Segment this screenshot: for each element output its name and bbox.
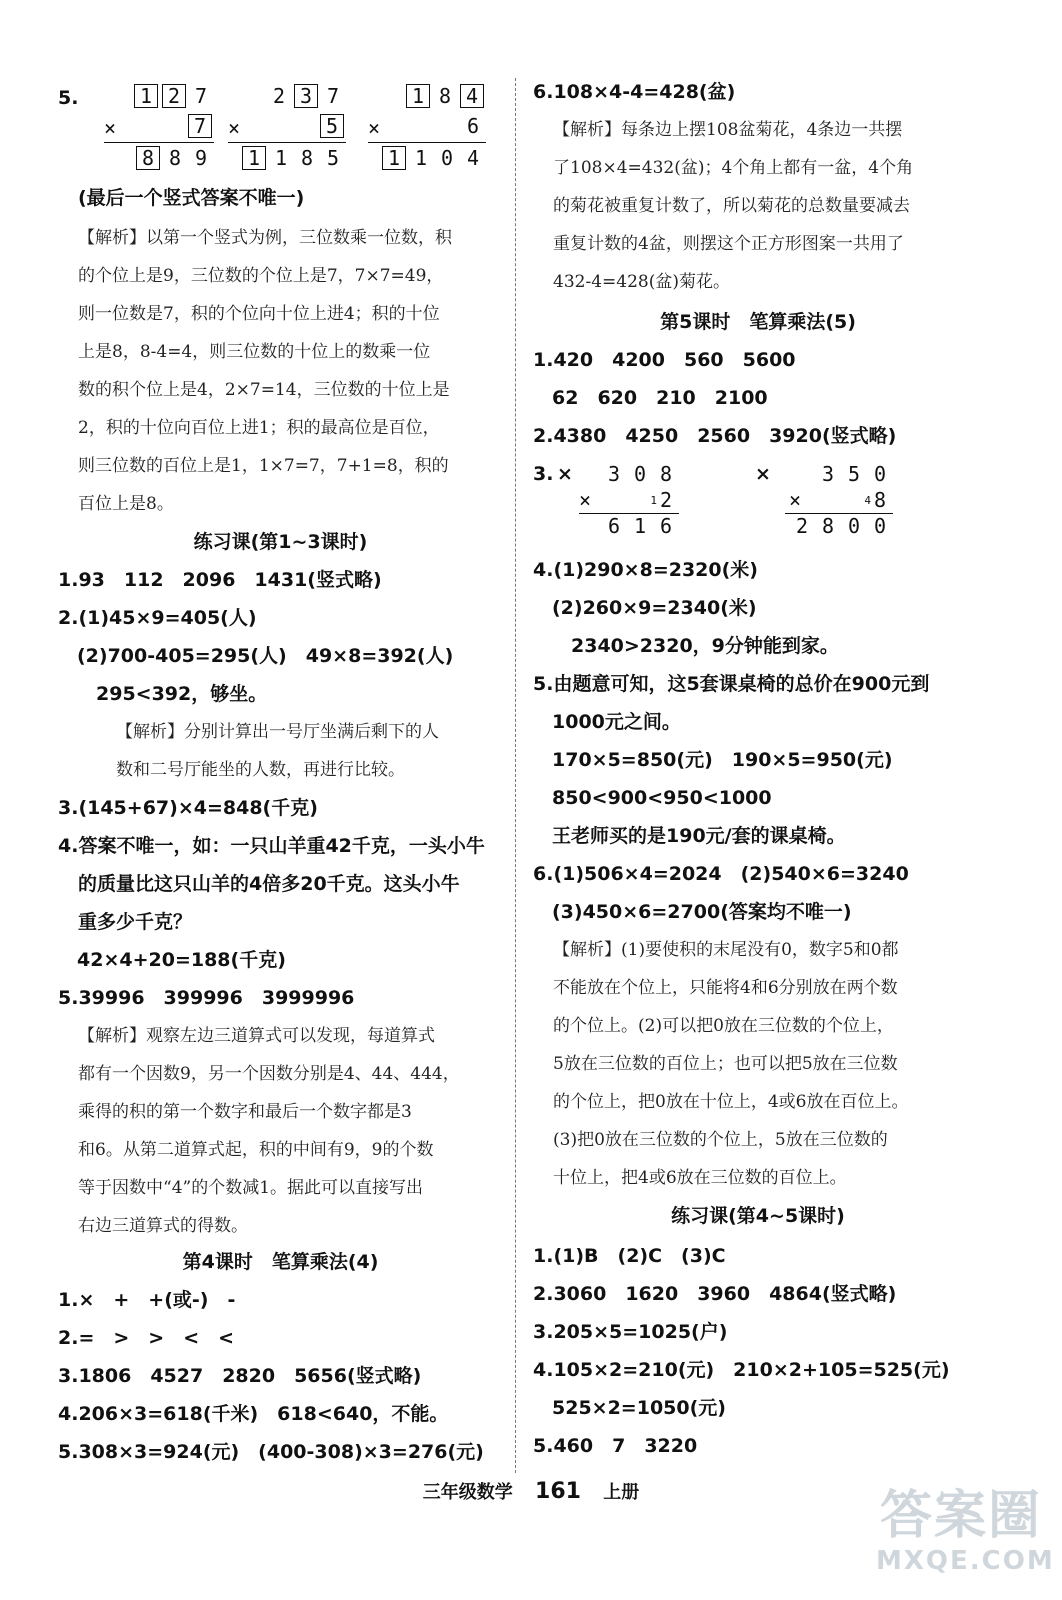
explanation-line: 十位上，把4或6放在三位数的百位上。 [553,1168,847,1188]
digit: 0 [847,514,861,538]
times-sign: × [104,116,117,140]
digit: 6 [607,514,621,538]
explanation-line: 百位上是8。 [78,494,174,514]
digit: 1 [414,146,428,170]
vertical-calc-3-top [404,84,486,108]
digit: 4 [466,146,480,170]
answer-line: 3.205×5=1025(户) [533,1321,728,1343]
digit-box: 1 [406,84,430,108]
answer-line: 2.= > > < < [58,1327,235,1349]
digit: 6 [659,514,673,538]
digit: 8 [438,84,452,108]
digit-box: 1 [134,84,158,108]
explanation-line: 数的积个位上是4，2×7=14，三位数的十位上是 [78,380,450,400]
answer-line: 6.108×4-4=428(盆) [533,81,736,103]
answer-line: 295<392，够坐。 [58,683,268,705]
digit: 0 [873,462,887,486]
watermark-logo-text: 答案圈 [879,1486,1042,1546]
digit: 3 [821,462,835,486]
explanation-line: 乘得的积的第一个数字和最后一个数字都是3 [78,1102,412,1122]
answer-line: (2)700-405=295(人) 49×8=392(人) [58,645,454,667]
answer-line: 6.(1)506×4=2024 (2)540×6=3240 [533,863,909,885]
explanation-line: 则三位数的百位上是1，1×7=7，7+1=8，积的 [78,456,449,476]
section-heading: 第5课时 笔算乘法(5) [660,311,856,333]
digit: 1 [633,514,647,538]
explanation-line: (3)把0放在三位数的个位上，5放在三位数的 [553,1130,888,1150]
explanation-line: 【解析】观察左边三道算式可以发现，每道算式 [78,1026,435,1046]
wrong-mark: × [557,463,573,485]
digit: 7 [326,84,340,108]
calc-rule [368,142,486,143]
explanation-line: 等于因数中“4”的个数减1。据此可以直接写出 [78,1178,424,1198]
note: (最后一个竖式答案不唯一) [78,187,305,209]
explanation-line: 的个位上。(2)可以把0放在三位数的个位上， [553,1016,894,1036]
explanation-line: 了108×4=432(盆)；4个角上都有一盆，4个角 [553,158,914,178]
digit-box: 7 [188,114,212,138]
digit: 8 [821,514,835,538]
answer-line: 170×5=850(元) 190×5=950(元) [533,749,893,771]
digit: 0 [440,146,454,170]
vertical-calc-3 [368,84,486,174]
times-sign: × [228,116,241,140]
question-number: 3. [533,463,554,485]
digit-box: 1 [382,146,406,170]
answer-line: 1.(1)B (2)C (3)C [533,1245,726,1267]
answer-line: 42×4+20=188(千克) [58,949,286,971]
explanation-line: 5放在三位数的百位上；也可以把5放在三位数 [553,1054,898,1074]
answer-line: 1.× + +(或-) - [58,1289,236,1311]
section-heading: 练习课(第1~3课时) [193,531,368,553]
answer-line: 2.(1)45×9=405(人) [58,607,257,629]
section-heading: 第4课时 笔算乘法(4) [182,1251,379,1273]
explanation-line: 数和二号厅能坐的人数，再进行比较。 [116,760,405,780]
answer-line: 4.答案不唯一，如：一只山羊重42千克，一头小牛 [58,835,485,857]
question-number: 5. [58,87,79,109]
digit: 8 [659,462,673,486]
digit: 8 [168,146,182,170]
answer-line: 3.(145+67)×4=848(千克) [58,797,318,819]
watermark-url: MXQE.COM [876,1546,1055,1576]
digit-box: 8 [136,146,160,170]
answer-line: 5.由题意可知，这5套课桌椅的总价在900元到 [533,673,930,695]
vertical-calc-q3-1 [579,462,679,542]
digit-box: 3 [294,84,318,108]
answer-line: 4.206×3=618(千米) 618<640，不能。 [58,1403,449,1425]
digit-box: 1 [242,146,266,170]
carry-digit: 1 [650,494,657,507]
calc-mult [653,488,679,512]
digit-box: 2 [162,84,186,108]
answer-line: 1000元之间。 [533,711,681,733]
explanation-line: 2，积的十位向百位上进1；积的最高位是百位， [78,418,440,438]
calc-result [789,514,893,538]
explanation-line: 都有一个因数9，另一个因数分别是4、44、444， [78,1064,460,1084]
explanation-line: 右边三道算式的得数。 [78,1216,248,1236]
answer-line: 5.308×3=924(元) (400-308)×3=276(元) [58,1441,484,1463]
calc-rule [104,142,214,143]
digit: 3 [607,462,621,486]
explanation-line: 【解析】(1)要使积的末尾没有0，数字5和0都 [553,940,899,960]
digit: 2 [272,84,286,108]
vertical-calc-2-result [240,146,346,170]
explanation-line: 的菊花被重复计数了，所以菊花的总数量要减去 [553,196,910,216]
calc-result [601,514,679,538]
answer-line: 525×2=1050(元) [533,1397,726,1419]
answer-line: 的质量比这只山羊的4倍多20千克。这头小牛 [78,873,460,895]
vertical-calc-2 [228,84,346,174]
digit-box: 5 [320,114,344,138]
digit: 8 [873,488,887,512]
explanation-line: 432-4=428(盆)菊花。 [553,272,730,292]
calc-mult [867,488,893,512]
answer-line: 62 620 210 2100 [533,387,768,409]
page-number: 161 [535,1479,581,1504]
answer-line: 1.420 4200 560 5600 [533,349,796,371]
explanation-line: 的个位上是9，三位数的个位上是7，7×7=49， [78,266,444,286]
answer-line: 2340>2320，9分钟能到家。 [533,635,839,657]
explanation-line: 上是8，8-4=4，则三位数的十位上的数乘一位 [78,342,431,362]
answer-line: 1.93 112 2096 1431(竖式略) [58,569,382,591]
answer-line: 2.4380 4250 2560 3920(竖式略) [533,425,897,447]
digit-box: 4 [460,84,484,108]
explanation-line: 【解析】以第一个竖式为例，三位数乘一位数，积 [78,228,452,248]
answer-line: 2.3060 1620 3960 4864(竖式略) [533,1283,897,1305]
digit: 5 [847,462,861,486]
answer-line: 4.(1)290×8=2320(米) [533,559,758,581]
answer-line: (3)450×6=2700(答案均不唯一) [533,901,852,923]
digit: 2 [659,488,673,512]
digit: 1 [274,146,288,170]
vertical-calc-2-mult [318,114,346,138]
explanation-line: 的个位上，把0放在十位上，4或6放在百位上。 [553,1092,909,1112]
answer-line: 3.1806 4527 2820 5656(竖式略) [58,1365,422,1387]
digit: 7 [194,84,208,108]
times-sign: × [368,116,381,140]
calc-top [601,462,679,486]
vertical-calc-1-result [134,146,214,170]
section-heading: 练习课(第4~5课时) [671,1205,845,1227]
calc-top [815,462,893,486]
calc-rule [228,142,346,143]
times-sign: × [789,488,802,512]
answer-line: 4.105×2=210(元) 210×2+105=525(元) [533,1359,950,1381]
explanation-line: 【解析】分别计算出一号厅坐满后剩下的人 [116,722,439,742]
answer-line: (2)260×9=2340(米) [533,597,757,619]
vertical-calc-1-top [132,84,214,108]
answer-line: 王老师买的是190元/套的课桌椅。 [533,825,846,847]
digit: 0 [873,514,887,538]
digit: 6 [466,114,480,138]
explanation-line: 【解析】每条边上摆108盆菊花，4条边一共摆 [553,120,903,140]
wrong-mark: × [755,463,771,485]
footer-volume: 上册 [603,1482,640,1503]
explanation-line: 则一位数是7，积的个位向十位上进4；积的十位 [78,304,440,324]
vertical-calc-3-result [380,146,486,170]
times-sign: × [579,488,592,512]
answer-line: 重多少千克？ [78,911,193,933]
digit: 5 [326,146,340,170]
watermark [876,1486,1055,1586]
vertical-calc-1-mult [186,114,214,138]
footer-grade: 三年级数学 [422,1482,513,1503]
vertical-calc-2-top [266,84,346,108]
answer-line: 850<900<950<1000 [533,787,772,809]
vertical-calc-1 [104,84,214,174]
digit: 0 [633,462,647,486]
digit: 2 [795,514,809,538]
digit: 9 [194,146,208,170]
digit: 8 [300,146,314,170]
explanation-line: 和6。从第二道算式起，积的中间有9，9的个数 [78,1140,434,1160]
vertical-calc-3-mult [460,114,486,138]
carry-digit: 4 [864,494,871,507]
explanation-line: 重复计数的4盆，则摆这个正方形图案一共用了 [553,234,904,254]
answer-line: 5.460 7 3220 [533,1435,698,1457]
vertical-calc-q3-2 [785,462,893,542]
explanation-line: 不能放在个位上，只能将4和6分别放在两个数 [553,978,898,998]
answer-line: 5.39996 399996 3999996 [58,987,355,1009]
column-divider [515,78,516,1473]
